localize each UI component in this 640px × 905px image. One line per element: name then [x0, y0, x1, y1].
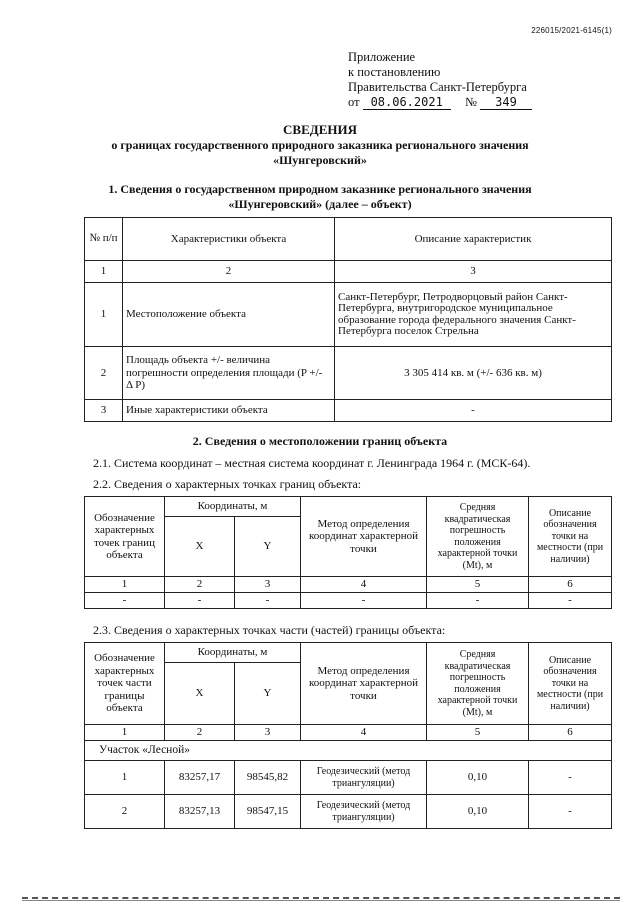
header-description: Описание характеристик	[335, 218, 612, 261]
header-method: Метод определения координат характерной точки	[301, 643, 427, 725]
header-y: Y	[235, 663, 301, 725]
point-error: 0,10	[427, 761, 529, 795]
colnum: 1	[85, 261, 123, 283]
section-label-row	[85, 741, 612, 761]
point-id: 2	[85, 795, 165, 829]
point-x: 83257,17	[165, 761, 235, 795]
row-characteristic: Площадь объекта +/- величина погрешности определения площади (P +/- Δ P)	[123, 347, 335, 400]
row-characteristic: Иные характеристики объекта	[123, 400, 335, 422]
table-row	[85, 761, 612, 795]
colnum: 3	[235, 725, 301, 741]
title-line-3: «Шунгеровский»	[273, 153, 367, 167]
header-y: Y	[235, 517, 301, 577]
appendix-line-3: Правительства Санкт-Петербурга	[348, 80, 527, 94]
point-description: -	[529, 761, 612, 795]
paragraph-2-2: 2.2. Сведения о характерных точках границ объекта:	[93, 477, 362, 491]
header-x: X	[165, 663, 235, 725]
point-method: Геодезический (метод триангуляции)	[301, 795, 427, 829]
cell: -	[235, 593, 301, 609]
object-info-table	[84, 217, 612, 422]
date-prefix: от	[348, 95, 360, 109]
point-description: -	[529, 795, 612, 829]
colnum: 6	[529, 577, 612, 593]
colnum: 3	[235, 577, 301, 593]
appendix-line-1: Приложение	[348, 50, 416, 64]
resolution-number: 349	[480, 96, 532, 110]
row-characteristic: Местоположение объекта	[123, 283, 335, 347]
colnum: 4	[301, 725, 427, 741]
cell: -	[165, 593, 235, 609]
header-method: Метод определения координат характерной точки	[301, 497, 427, 577]
colnum: 1	[85, 725, 165, 741]
header-num: № п/п	[85, 218, 123, 261]
row-description: Санкт-Петербург, Петродворцовый район Санкт-Петербурга, внутригородское муниципальное образование города федерального значения Санкт-Петербурга поселок Стрельна	[335, 283, 612, 347]
row-num: 1	[85, 283, 123, 347]
colnum: 4	[301, 577, 427, 593]
number-prefix: №	[464, 95, 477, 109]
colnum: 5	[427, 725, 529, 741]
table-colnum-row	[85, 261, 612, 283]
header-error: Средняя квадратическая погрешность положения характерной точки (Mt), м	[427, 643, 529, 725]
table-row	[85, 283, 612, 347]
table-header-row	[85, 218, 612, 261]
header-point-description: Описание обозначения точки на местности (при наличии)	[529, 497, 612, 577]
section2-heading: 2. Сведения о местоположении границ объекта	[192, 434, 448, 448]
row-description: -	[335, 400, 612, 422]
appendix-line-2: к постановлению	[348, 65, 441, 79]
boundary-points-table	[84, 496, 612, 609]
point-method: Геодезический (метод триангуляции)	[301, 761, 427, 795]
header-x: X	[165, 517, 235, 577]
document-title: СВЕДЕНИЯ	[283, 122, 357, 137]
colnum: 6	[529, 725, 612, 741]
point-y: 98545,82	[235, 761, 301, 795]
resolution-date: 08.06.2021	[363, 96, 451, 110]
scan-edge-line	[22, 897, 620, 899]
section1-heading-1: 1. Сведения о государственном природном заказнике регионального значения	[108, 182, 532, 196]
title-line-2: о границах государственного природного заказника регионального значения	[111, 138, 529, 152]
colnum: 3	[335, 261, 612, 283]
colnum: 5	[427, 577, 529, 593]
point-x: 83257,13	[165, 795, 235, 829]
colnum: 2	[165, 577, 235, 593]
paragraph-2-1: 2.1. Система координат – местная система координат г. Ленинграда 1964 г. (МСК-64).	[93, 456, 531, 470]
header-coordinates: Координаты, м	[165, 643, 301, 663]
row-num: 2	[85, 347, 123, 400]
point-y: 98547,15	[235, 795, 301, 829]
colnum: 2	[165, 725, 235, 741]
cell: -	[301, 593, 427, 609]
document-id: 226015/2021-6145(1)	[531, 26, 612, 35]
cell: -	[529, 593, 612, 609]
header-point-description: Описание обозначения точки на местности (при наличии)	[529, 643, 612, 725]
section1-heading-2: «Шунгеровский» (далее – объект)	[228, 197, 412, 211]
point-error: 0,10	[427, 795, 529, 829]
table-row	[85, 593, 612, 609]
header-characteristics: Характеристики объекта	[123, 218, 335, 261]
table-row	[85, 347, 612, 400]
header-designation: Обозначение характерных точек границ объекта	[85, 497, 165, 577]
scan-edge-line	[22, 900, 620, 901]
paragraph-2-3: 2.3. Сведения о характерных точках части (частей) границы объекта:	[93, 623, 446, 637]
part-boundary-points-table	[84, 642, 612, 829]
appendix-date-line	[348, 95, 532, 110]
point-id: 1	[85, 761, 165, 795]
header-coordinates: Координаты, м	[165, 497, 301, 517]
cell: -	[427, 593, 529, 609]
header-designation: Обозначение характерных точек части границы объекта	[85, 643, 165, 725]
appendix-block	[348, 50, 532, 110]
colnum: 2	[123, 261, 335, 283]
row-num: 3	[85, 400, 123, 422]
table-row	[85, 400, 612, 422]
table-colnum-row	[85, 725, 612, 741]
colnum: 1	[85, 577, 165, 593]
table-colnum-row	[85, 577, 612, 593]
cell: -	[85, 593, 165, 609]
table-row	[85, 795, 612, 829]
plot-label: Участок «Лесной»	[85, 741, 612, 761]
header-error: Средняя квадратическая погрешность положения характерной точки (Mt), м	[427, 497, 529, 577]
row-description: 3 305 414 кв. м (+/- 636 кв. м)	[335, 347, 612, 400]
